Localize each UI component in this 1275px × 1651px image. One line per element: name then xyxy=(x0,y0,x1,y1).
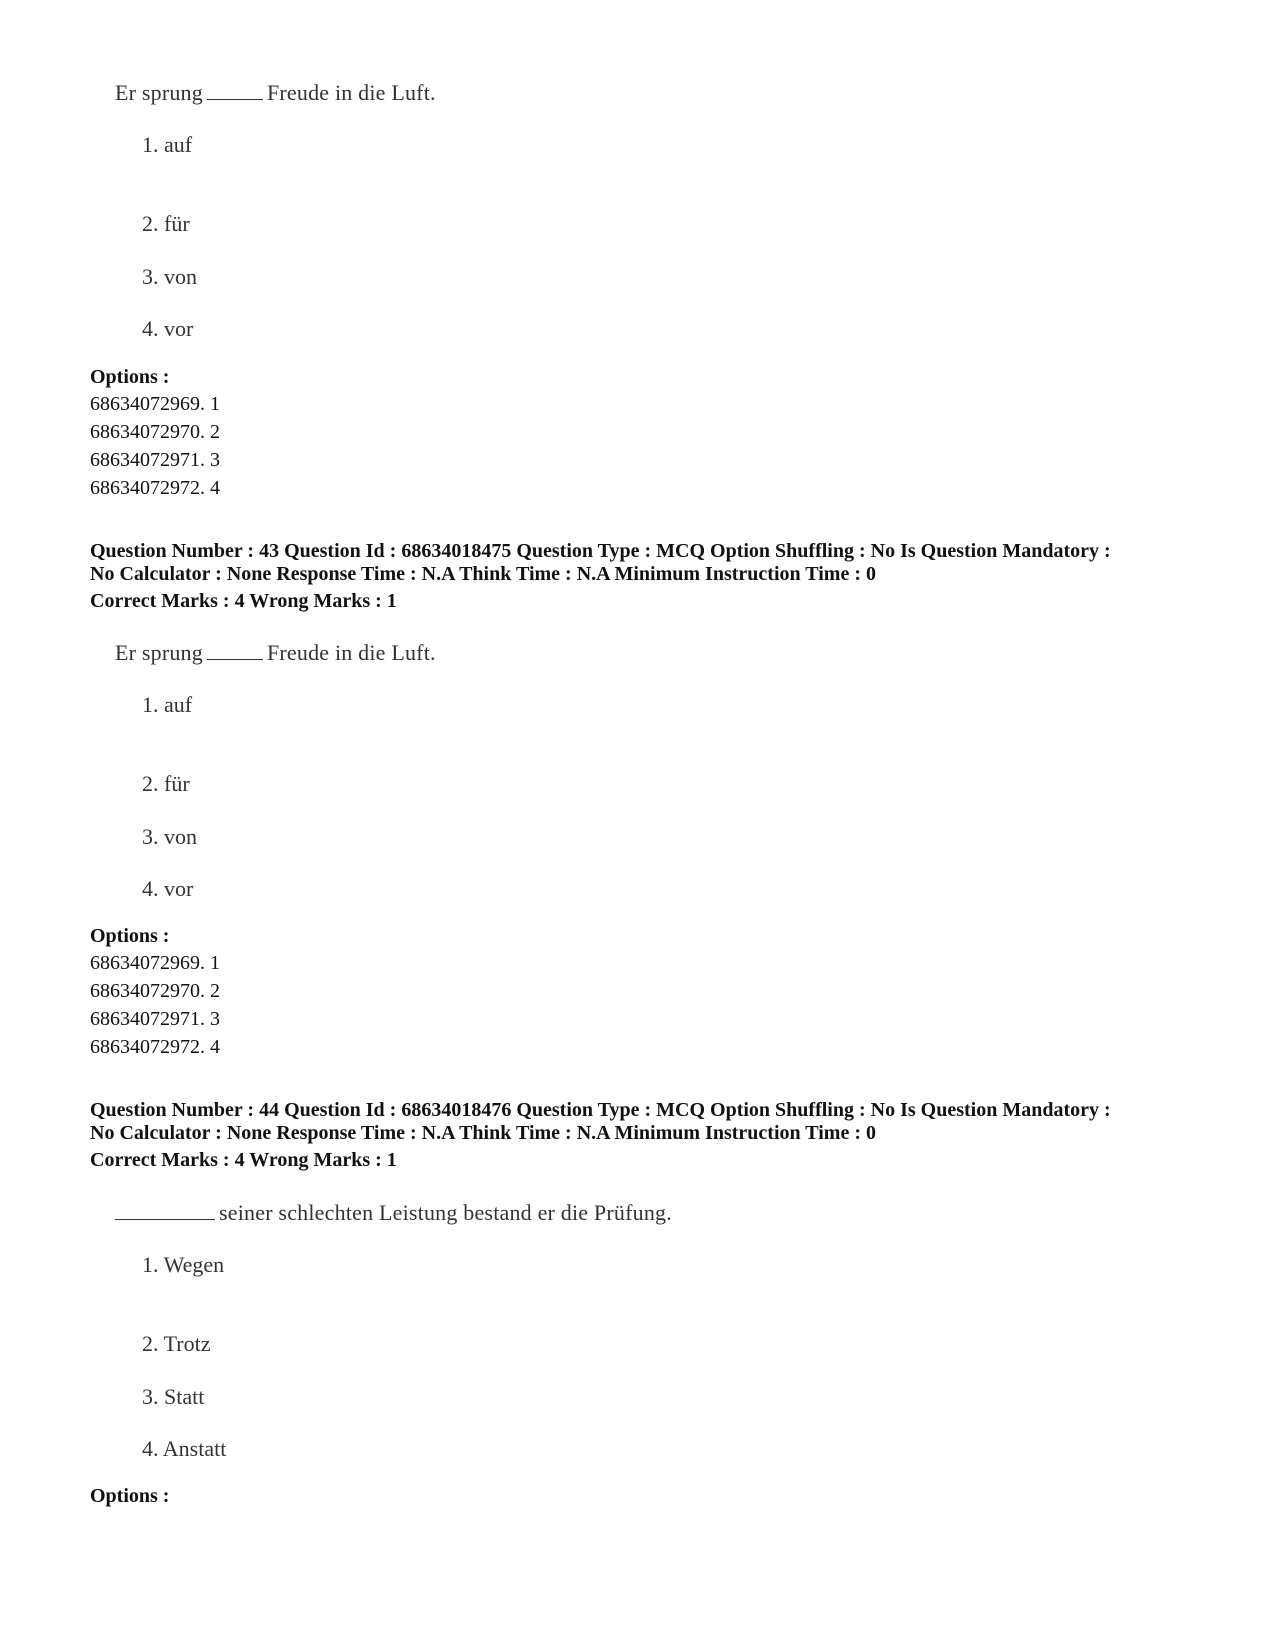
question-text xyxy=(115,640,436,666)
option-id-4: 68634072972. 4 xyxy=(90,1036,220,1058)
answer-blank xyxy=(115,1218,215,1220)
question-text-end: Freude in die Luft. xyxy=(266,640,436,665)
question-meta-line-2: No Calculator : None Response Time : N.A Think Time : N.A Minimum Instruction Time : 0 xyxy=(90,563,876,585)
options-label: Options : xyxy=(90,1485,170,1507)
option-id-2: 68634072970. 2 xyxy=(90,421,220,443)
answer-choice-4: 4. Anstatt xyxy=(142,1436,227,1461)
options-label: Options : xyxy=(90,925,170,947)
question-text-end: Freude in die Luft. xyxy=(266,80,436,105)
option-id-2: 68634072970. 2 xyxy=(90,980,220,1002)
question-marks: Correct Marks : 4 Wrong Marks : 1 xyxy=(90,1149,397,1171)
question-text-start: Er sprung xyxy=(115,80,203,105)
question-meta-line-1: Question Number : 44 Question Id : 68634018476 Question Type : MCQ Option Shuffling : No Is Question Mandatory : xyxy=(90,1099,1111,1121)
answer-choice-3: 3. von xyxy=(142,264,197,289)
option-id-3: 68634072971. 3 xyxy=(90,1008,220,1030)
option-id-3: 68634072971. 3 xyxy=(90,449,220,471)
answer-choice-1: 1. auf xyxy=(142,692,193,717)
question-text-end: seiner schlechten Leistung bestand er die Prüfung. xyxy=(219,1200,672,1225)
question-marks: Correct Marks : 4 Wrong Marks : 1 xyxy=(90,590,397,612)
answer-choice-3: 3. von xyxy=(142,824,197,849)
answer-choice-1: 1. Wegen xyxy=(142,1252,225,1277)
option-id-1: 68634072969. 1 xyxy=(90,393,220,415)
options-label: Options : xyxy=(90,366,170,388)
option-id-4: 68634072972. 4 xyxy=(90,477,220,499)
answer-choice-4: 4. vor xyxy=(142,316,194,341)
answer-blank xyxy=(207,98,263,100)
answer-blank xyxy=(207,658,263,660)
option-id-1: 68634072969. 1 xyxy=(90,952,220,974)
question-text-start: Er sprung xyxy=(115,640,203,665)
answer-choice-4: 4. vor xyxy=(142,876,194,901)
question-meta-line-1: Question Number : 43 Question Id : 68634018475 Question Type : MCQ Option Shuffling : No Is Question Mandatory : xyxy=(90,540,1111,562)
answer-choice-2: 2. Trotz xyxy=(142,1331,211,1356)
question-text xyxy=(115,80,436,106)
question-text xyxy=(115,1200,672,1226)
answer-choice-2: 2. für xyxy=(142,771,190,796)
answer-choice-2: 2. für xyxy=(142,211,190,236)
question-meta-line-2: No Calculator : None Response Time : N.A Think Time : N.A Minimum Instruction Time : 0 xyxy=(90,1122,876,1144)
answer-choice-1: 1. auf xyxy=(142,132,193,157)
answer-choice-3: 3. Statt xyxy=(142,1384,205,1409)
